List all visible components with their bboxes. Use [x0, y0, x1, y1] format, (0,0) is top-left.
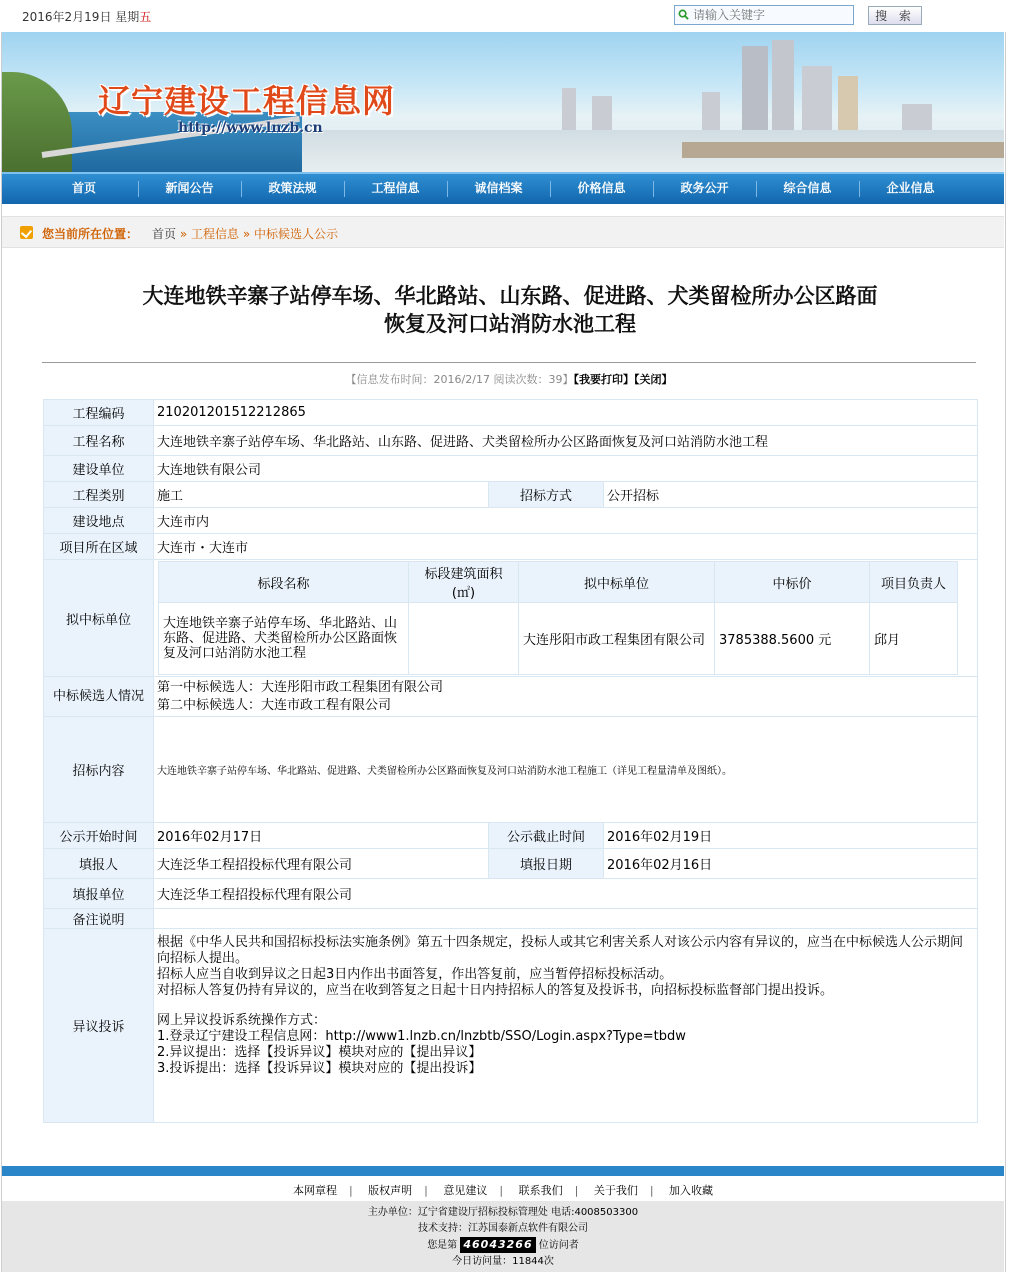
nav-general[interactable]: 综合信息 [783, 181, 832, 195]
header-price: 中标价 [715, 562, 870, 603]
table-row [44, 400, 978, 426]
site-banner [2, 32, 1004, 172]
table-row [44, 456, 978, 482]
footer-link-charter[interactable]: 本网章程 [292, 1184, 337, 1197]
close-link[interactable]: 【关闭】 [633, 373, 673, 386]
region-value: 大连市・大连市 [154, 534, 978, 560]
winner-header-row [159, 562, 958, 603]
visitor-prefix: 您是第 [427, 1240, 458, 1251]
visitor-counter: 46043266 [460, 1237, 535, 1253]
objection-step-login: 1.登录辽宁建设工程信息网：http://www1.lnzb.cn/lnzbtb/SSO/Login.aspx?Type=tbdw [157, 1029, 686, 1044]
main-nav [2, 172, 1004, 204]
breadcrumb-home[interactable]: 首页 [152, 227, 177, 241]
title-line1: 大连地铁辛寨子站停车场、华北路站、山东路、促进路、犬类留检所办公区路面 [142, 284, 878, 308]
divider [42, 362, 976, 363]
table-row [44, 879, 978, 909]
checkmark-icon [20, 226, 33, 239]
objection-paragraph: 对招标人答复仍持有异议的，应当在收到答复之日起十日内持招标人的答复及投诉书，向招标投标监督部门提出投诉。 [157, 983, 834, 998]
builder-value: 大连地铁有限公司 [154, 456, 978, 482]
table-row [44, 426, 978, 456]
winner-area [409, 603, 519, 675]
banner-building [902, 104, 932, 132]
fill-date-value: 2016年02月16日 [604, 849, 978, 879]
article-meta [42, 371, 976, 387]
objection-paragraph: 根据《中华人民共和国招标投标法实施条例》第五十四条规定，投标人或其它利害关系人对该公示内容有异议的，应当在中标候选人公示期间向招标人提出。 [157, 935, 964, 966]
publish-info: 【信息发布时间：2016/2/17 阅读次数：39】 [345, 373, 574, 386]
nav-news[interactable]: 新闻公告 [165, 181, 214, 195]
nav-government[interactable]: 政务公开 [680, 181, 729, 195]
banner-building [742, 46, 768, 132]
location-value: 大连市内 [154, 508, 978, 534]
breadcrumb-level2[interactable]: 中标候选人公示 [254, 227, 339, 241]
fill-unit-label: 填报单位 [44, 879, 154, 909]
start-value: 2016年02月17日 [154, 823, 489, 849]
search-input[interactable] [693, 7, 848, 23]
header-company: 拟中标单位 [519, 562, 715, 603]
winner-price: 3785388.5600 元 [715, 603, 870, 675]
breadcrumb-path: 首页 » 工程信息 » 中标候选人公示 [152, 227, 339, 241]
table-row [44, 909, 978, 929]
category-label: 工程类别 [44, 482, 154, 508]
content-value: 大连地铁辛寨子站停车场、华北路站、促进路、犬类留检所办公区路面恢复及河口站消防水池工程施工（详见工程量清单及图纸）。 [154, 717, 978, 823]
winner-row [159, 603, 958, 675]
table-row [44, 560, 978, 677]
winner-label: 拟中标单位 [44, 560, 154, 677]
current-date [22, 8, 151, 25]
nav-credit[interactable]: 诚信档案 [474, 181, 523, 195]
weekday: 五 [139, 10, 152, 24]
nav-policy[interactable]: 政策法规 [268, 181, 317, 195]
filler-label: 填报人 [44, 849, 154, 879]
objection-step-raise: 2.异议提出：选择【投诉异议】模块对应的【提出异议】 [157, 1045, 482, 1060]
winner-cell [154, 560, 978, 677]
breadcrumb-level1[interactable]: 工程信息 [191, 227, 240, 241]
footer-link-about[interactable]: 关于我们 [593, 1184, 638, 1197]
project-name-label: 工程名称 [44, 426, 154, 456]
banner-building [802, 66, 832, 132]
footer-tech: 技术支持：江苏国泰新点软件有限公司 [418, 1223, 588, 1234]
breadcrumb [2, 216, 1004, 248]
location-label: 建设地点 [44, 508, 154, 534]
builder-label: 建设单位 [44, 456, 154, 482]
end-label: 公示截止时间 [489, 823, 604, 849]
breadcrumb-label: 您当前所在位置： [42, 227, 139, 241]
banner-building [702, 92, 720, 132]
page-title [40, 282, 980, 338]
footer-link-copyright[interactable]: 版权声明 [368, 1184, 413, 1197]
nav-enterprise[interactable]: 企业信息 [886, 181, 935, 195]
table-row [44, 823, 978, 849]
footer-link-feedback[interactable]: 意见建议 [443, 1184, 488, 1197]
title-line2: 恢复及河口站消防水池工程 [384, 312, 636, 336]
tender-method-value: 公开招标 [604, 482, 978, 508]
candidates-label: 中标候选人情况 [44, 677, 154, 717]
table-row [44, 717, 978, 823]
project-info-table [43, 399, 978, 1123]
end-value: 2016年02月19日 [604, 823, 978, 849]
remark-label: 备注说明 [44, 909, 154, 929]
banner-building [772, 40, 794, 132]
table-row [44, 482, 978, 508]
table-row [44, 534, 978, 560]
banner-dam [682, 142, 1004, 158]
site-url: http://www.lnzb.cn [178, 120, 323, 136]
footer-sponsor: 主办单位：辽宁省建设厅招标投标管理处 电话:4008503300 [367, 1207, 639, 1218]
nav-price[interactable]: 价格信息 [577, 181, 626, 195]
objection-step-complain: 3.投诉提出：选择【投诉异议】模块对应的【提出投诉】 [157, 1061, 482, 1076]
date-text: 2016年2月19日 [22, 10, 112, 24]
table-row [44, 508, 978, 534]
banner-building [562, 88, 576, 132]
objection-paragraph: 招标人应当自收到异议之日起3日内作出书面答复，作出答复前，应当暂停招标投标活动。 [157, 967, 673, 982]
footer-links: 本网章程 | 版权声明 | 意见建议 | 联系我们 | 关于我们 | 加入收藏 [292, 1184, 714, 1197]
footer-link-favorite[interactable]: 加入收藏 [669, 1184, 714, 1197]
content-label: 招标内容 [44, 717, 154, 823]
table-row [44, 677, 978, 717]
fill-unit-value: 大连泛华工程招投标代理有限公司 [154, 879, 978, 909]
start-label: 公示开始时间 [44, 823, 154, 849]
category-value: 施工 [154, 482, 489, 508]
top-bar [0, 0, 1017, 32]
region-label: 项目所在区域 [44, 534, 154, 560]
footer-visitors [2, 1237, 1004, 1254]
remark-value [154, 909, 978, 929]
project-name-value: 大连地铁辛寨子站停车场、华北路站、山东路、促进路、犬类留检所办公区路面恢复及河口站消防水池工程 [154, 426, 978, 456]
winner-manager: 邱月 [870, 603, 958, 675]
search-icon [678, 9, 689, 20]
visitor-suffix: 位访问者 [538, 1240, 579, 1251]
banner-building [838, 76, 858, 132]
banner-building [592, 96, 612, 132]
footer-link-contact[interactable]: 联系我们 [518, 1184, 563, 1197]
candidates-value [154, 677, 978, 717]
candidate-1: 第一中标候选人：大连彤阳市政工程集团有限公司 [157, 679, 444, 695]
footer-bar [2, 1166, 1004, 1176]
objection-label: 异议投诉 [44, 929, 154, 1123]
footer-today: 今日访问量：11844次 [452, 1256, 554, 1267]
objection-paragraph: 网上异议投诉系统操作方式： [157, 1013, 327, 1028]
table-row [44, 929, 978, 1123]
header-manager: 项目负责人 [870, 562, 958, 603]
search-box[interactable] [674, 5, 854, 25]
weekday-prefix: 星期 [115, 10, 140, 24]
objection-value [154, 929, 978, 1123]
tender-method-label: 招标方式 [489, 482, 604, 508]
print-link[interactable]: 【我要打印】 [573, 373, 634, 386]
search-button[interactable]: 搜 索 [868, 6, 922, 25]
nav-projects[interactable]: 工程信息 [371, 181, 420, 195]
table-row [44, 849, 978, 879]
project-code-label: 工程编码 [44, 400, 154, 426]
candidate-2: 第二中标候选人：大连市政工程有限公司 [157, 697, 392, 713]
winner-section: 大连地铁辛寨子站停车场、华北路站、山东路、促进路、犬类留检所办公区路面恢复及河口站消防水池工程 [159, 603, 409, 675]
project-code-value: 210201201512212865 [154, 400, 978, 426]
filler-value: 大连泛华工程招投标代理有限公司 [154, 849, 489, 879]
footer-info [2, 1201, 1004, 1272]
banner-cliff [2, 72, 72, 172]
winner-company: 大连彤阳市政工程集团有限公司 [519, 603, 715, 675]
site-title: 辽宁建设工程信息网 [98, 82, 396, 120]
fill-date-label: 填报日期 [489, 849, 604, 879]
header-area: 标段建筑面积(㎡) [409, 562, 519, 603]
nav-home[interactable]: 首页 [71, 181, 96, 195]
winner-table [158, 561, 958, 675]
header-section: 标段名称 [159, 562, 409, 603]
